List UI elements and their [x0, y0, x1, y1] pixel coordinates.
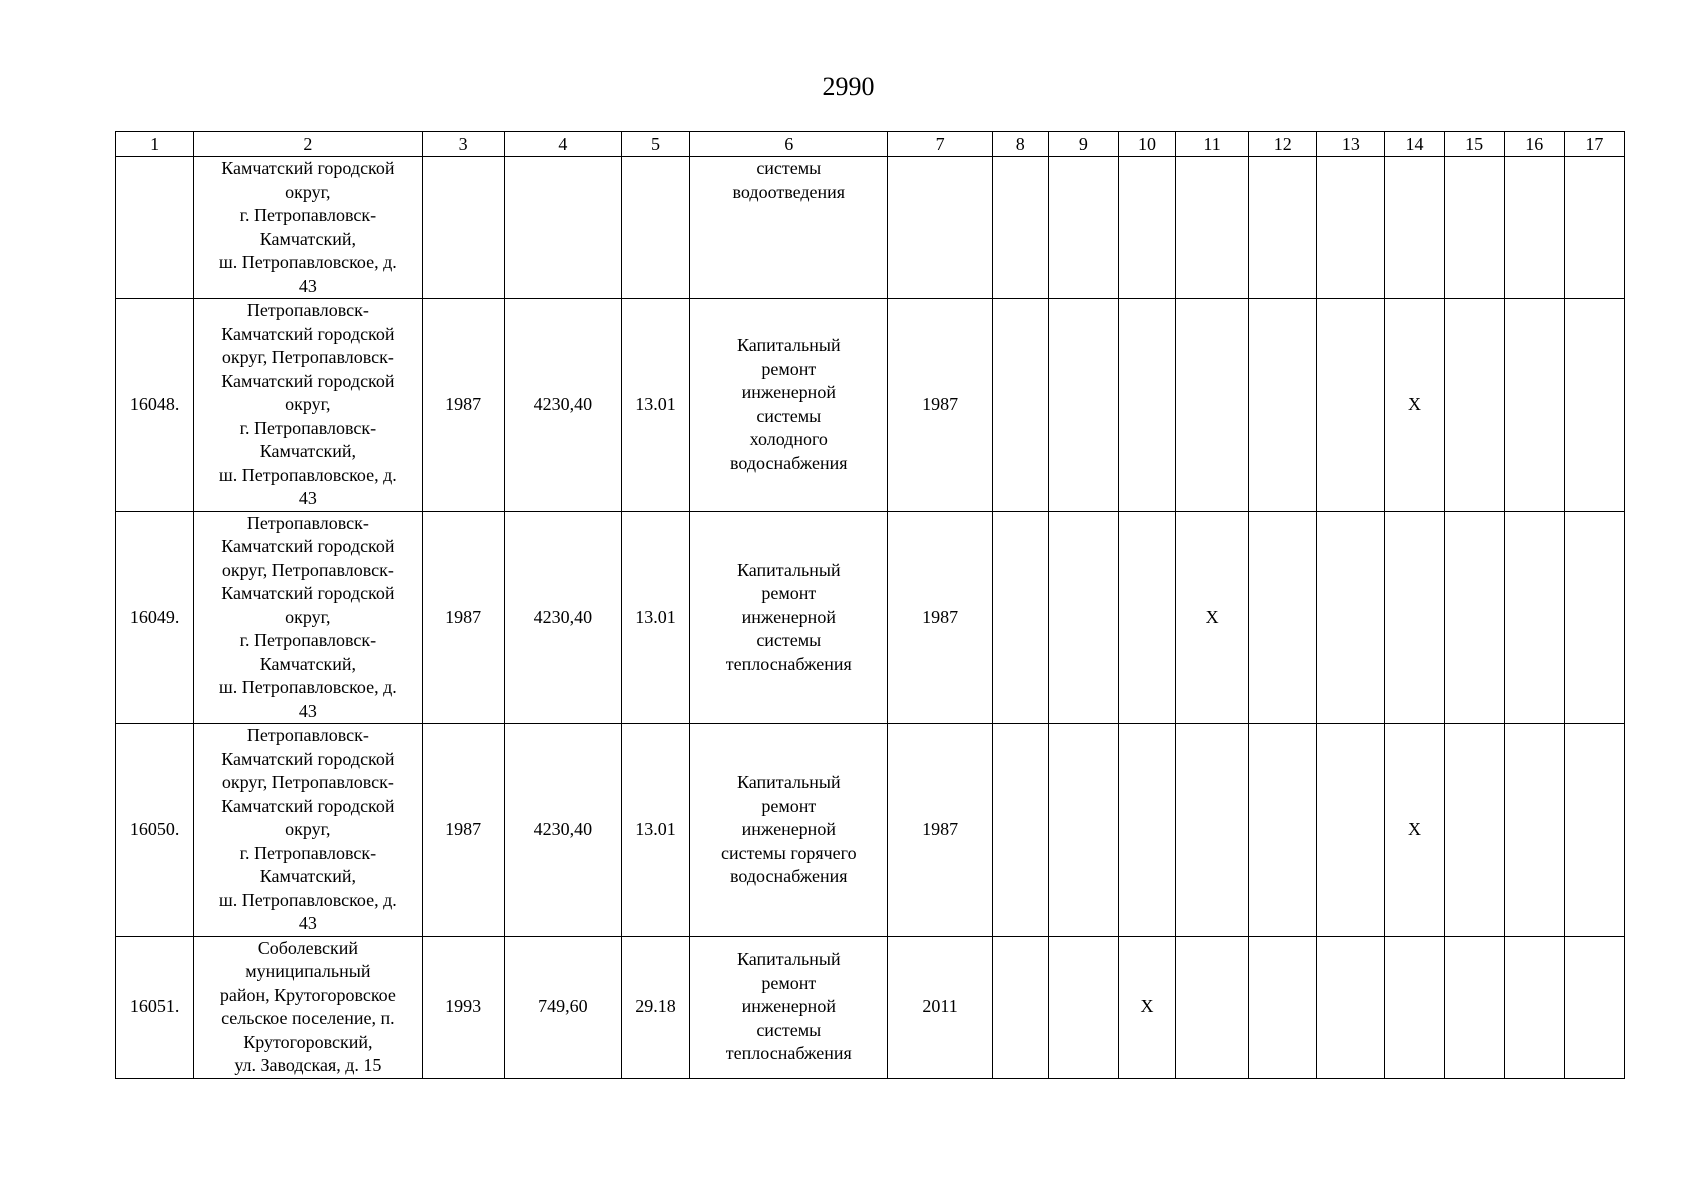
number-cell: 16048. [116, 299, 194, 512]
work-line: системы горячего [720, 842, 857, 863]
mark-cell [1176, 157, 1249, 299]
address-line: Камчатский городской [221, 748, 395, 769]
number-cell [116, 157, 194, 299]
work-line: ремонт [761, 583, 817, 603]
mark-cell [1564, 724, 1624, 937]
code-cell: 13.01 [621, 299, 689, 512]
mark-cell [992, 936, 1048, 1078]
address-cell [194, 299, 422, 512]
mark-cell [1385, 936, 1444, 1078]
address-line: муниципальный [245, 961, 371, 981]
column-header: 7 [888, 132, 992, 157]
page-number: 2990 [822, 72, 875, 101]
address-line: г. Петропавловск- [239, 842, 377, 863]
column-header: 6 [690, 132, 888, 157]
number-cell: 16049. [116, 511, 194, 724]
work-line: водоотведения [732, 181, 846, 202]
address-line: 43 [298, 913, 317, 933]
code-cell [621, 157, 689, 299]
mark-cell [1444, 511, 1504, 724]
work-line: теплоснабжения [725, 653, 852, 674]
address-line: г. Петропавловск- [239, 417, 377, 438]
mark-cell [1317, 936, 1385, 1078]
work-line: системы [756, 1019, 822, 1040]
column-header: 2 [194, 132, 422, 157]
address-line: округ, [285, 819, 331, 839]
address-line: Петропавловск- [246, 725, 369, 745]
mark-cell [1249, 936, 1317, 1078]
mark-cell [1504, 724, 1564, 937]
column-header: 11 [1176, 132, 1249, 157]
mark-cell [1249, 299, 1317, 512]
address-line: 43 [298, 275, 317, 296]
address-line: Камчатский городской [221, 583, 395, 603]
code-cell: 13.01 [621, 724, 689, 937]
mark-cell [1564, 936, 1624, 1078]
column-number-header [116, 132, 1625, 157]
address-line: Камчатский городской [221, 370, 395, 391]
address-line: Камчатский городской [221, 158, 395, 178]
address-cell [194, 724, 422, 937]
address-line: округ, [285, 606, 331, 627]
year-last-cell: 1987 [888, 724, 992, 937]
mark-cell [1176, 724, 1249, 937]
register-table [115, 131, 1625, 1079]
mark-cell [1385, 157, 1444, 299]
address-line: Крутогоровский, [243, 1031, 373, 1052]
mark-cell [1444, 299, 1504, 512]
column-header: 17 [1564, 132, 1624, 157]
address-line: округ, [285, 394, 331, 414]
column-header: 12 [1249, 132, 1317, 157]
work-line: инженерной [741, 996, 836, 1017]
column-header: 10 [1118, 132, 1175, 157]
continuation-row [116, 157, 1625, 299]
address-line: г. Петропавловск- [239, 630, 377, 650]
mark-cell [1564, 299, 1624, 512]
mark-cell [1504, 511, 1564, 724]
mark-cell: X [1118, 936, 1175, 1078]
work-line: ремонт [761, 358, 817, 379]
mark-cell [1048, 724, 1118, 937]
column-header: 9 [1048, 132, 1118, 157]
address-line: сельское поселение, п. [221, 1008, 395, 1028]
address-line: 43 [298, 488, 317, 508]
area-cell: 4230,40 [504, 724, 621, 937]
mark-cell [1317, 299, 1385, 512]
address-line: ш. Петропавловское, д. [218, 889, 397, 910]
table-row [116, 936, 1625, 1078]
mark-cell [1317, 157, 1385, 299]
address-line: Камчатский городской [221, 795, 395, 816]
mark-cell [1249, 157, 1317, 299]
mark-cell [1444, 936, 1504, 1078]
address-line: округ, Петропавловск- [221, 347, 394, 367]
work-type-cell [690, 936, 888, 1078]
mark-cell [992, 511, 1048, 724]
mark-cell [1176, 299, 1249, 512]
year-last-cell [888, 157, 992, 299]
column-header: 3 [422, 132, 504, 157]
work-line: системы [756, 405, 822, 426]
work-line: Капитальный [737, 559, 841, 580]
mark-cell [1444, 157, 1504, 299]
year-cell [422, 157, 504, 299]
address-line: г. Петропавловск- [239, 205, 377, 225]
column-header: 4 [504, 132, 621, 157]
address-line: Камчатский, [259, 228, 357, 249]
year-cell: 1987 [422, 299, 504, 512]
work-line: ремонт [761, 972, 817, 993]
mark-cell [992, 724, 1048, 937]
address-line: Соболевский [257, 937, 359, 958]
work-type-cell [690, 157, 888, 299]
mark-cell [1385, 511, 1444, 724]
mark-cell [1564, 157, 1624, 299]
mark-cell [992, 157, 1048, 299]
address-line: Камчатский, [259, 866, 357, 886]
work-line: ремонт [761, 795, 817, 816]
area-cell [504, 157, 621, 299]
year-cell: 1987 [422, 511, 504, 724]
mark-cell [1118, 511, 1175, 724]
work-line: водоснабжения [730, 452, 848, 473]
address-line: Камчатский городской [221, 323, 395, 344]
address-line: округ, [285, 181, 331, 202]
number-cell: 16050. [116, 724, 194, 937]
address-cell [194, 936, 422, 1078]
work-line: инженерной [741, 382, 836, 403]
column-header: 1 [116, 132, 194, 157]
year-last-cell: 1987 [888, 299, 992, 512]
year-cell: 1993 [422, 936, 504, 1078]
address-line: округ, Петропавловск- [221, 772, 394, 792]
work-line: Капитальный [737, 335, 841, 356]
work-line: Капитальный [737, 949, 841, 970]
address-line: Камчатский городской [221, 536, 395, 556]
mark-cell [1048, 936, 1118, 1078]
address-cell [194, 511, 422, 724]
address-line: округ, Петропавловск- [221, 559, 394, 580]
mark-cell [1317, 724, 1385, 937]
mark-cell [1564, 511, 1624, 724]
work-line: системы [756, 158, 822, 178]
mark-cell [1118, 724, 1175, 937]
column-header: 5 [621, 132, 689, 157]
mark-cell [1048, 511, 1118, 724]
mark-cell [1249, 724, 1317, 937]
work-line: Капитальный [737, 772, 841, 792]
number-cell: 16051. [116, 936, 194, 1078]
work-line: инженерной [741, 819, 836, 839]
column-header: 14 [1385, 132, 1444, 157]
mark-cell: X [1176, 511, 1249, 724]
work-type-cell [690, 511, 888, 724]
column-header: 13 [1317, 132, 1385, 157]
mark-cell [1176, 936, 1249, 1078]
work-type-cell [690, 299, 888, 512]
area-cell: 4230,40 [504, 511, 621, 724]
work-line: теплоснабжения [725, 1043, 852, 1064]
address-line: ш. Петропавловское, д. [218, 464, 397, 485]
mark-cell: X [1385, 299, 1444, 512]
address-line: Петропавловск- [246, 300, 369, 320]
work-line: системы [756, 630, 822, 650]
column-header: 8 [992, 132, 1048, 157]
mark-cell [1317, 511, 1385, 724]
code-cell: 29.18 [621, 936, 689, 1078]
mark-cell [1444, 724, 1504, 937]
mark-cell: X [1385, 724, 1444, 937]
column-header: 16 [1504, 132, 1564, 157]
work-line: холодного [749, 429, 828, 450]
table-row [116, 724, 1625, 937]
work-line: водоснабжения [730, 866, 848, 886]
area-cell: 749,60 [504, 936, 621, 1078]
mark-cell [1118, 299, 1175, 512]
mark-cell [1048, 157, 1118, 299]
year-last-cell: 2011 [888, 936, 992, 1078]
work-line: инженерной [741, 606, 836, 627]
address-line: ш. Петропавловское, д. [218, 677, 397, 697]
address-line: Камчатский, [259, 441, 357, 461]
mark-cell [1048, 299, 1118, 512]
code-cell: 13.01 [621, 511, 689, 724]
address-line: Камчатский, [259, 653, 357, 674]
column-header: 15 [1444, 132, 1504, 157]
address-line: район, Крутогоровское [219, 984, 396, 1005]
table-row [116, 299, 1625, 512]
mark-cell [1118, 157, 1175, 299]
mark-cell [1504, 157, 1564, 299]
address-cell [194, 157, 422, 299]
address-line: Петропавловск- [246, 512, 369, 533]
address-line: 43 [298, 700, 317, 721]
mark-cell [1504, 936, 1564, 1078]
table-row [116, 511, 1625, 724]
mark-cell [992, 299, 1048, 512]
mark-cell [1504, 299, 1564, 512]
register-body [116, 132, 1625, 1079]
area-cell: 4230,40 [504, 299, 621, 512]
work-type-cell [690, 724, 888, 937]
address-line: ул. Заводская, д. 15 [234, 1055, 382, 1075]
address-line: ш. Петропавловское, д. [218, 252, 397, 272]
year-last-cell: 1987 [888, 511, 992, 724]
mark-cell [1249, 511, 1317, 724]
year-cell: 1987 [422, 724, 504, 937]
